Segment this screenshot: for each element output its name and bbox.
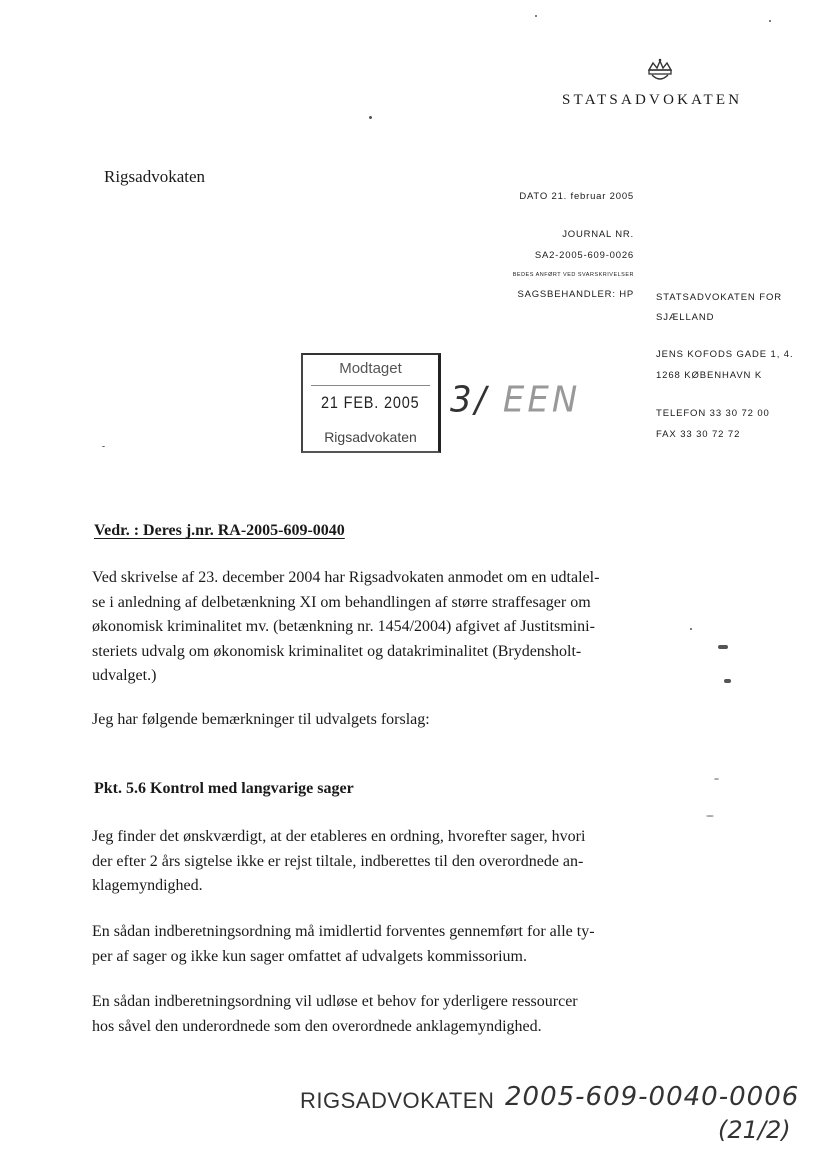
stamp-divider <box>311 385 430 386</box>
footer-office: RIGSADVOKATEN <box>300 1088 495 1113</box>
subject-line: Vedr. : Deres j.nr. RA-2005-609-0040 <box>94 522 345 539</box>
paragraph-line: der efter 2 års sigtelse ikke er rejst tiltale, indberettes til den overordnede an- <box>92 852 584 870</box>
paragraph-line: En sådan indberetningsordning må imidlertid forventes gennemført for alle ty- <box>92 923 595 940</box>
stamp-date: 21 FEB. 2005 <box>321 393 420 412</box>
footer-page-mark: (21/2) <box>718 1116 791 1144</box>
paragraph-line: økonomisk kriminalitet mv. (betænkning nr. 1454/2004) afgivet af Justitsmini- <box>92 618 595 635</box>
scan-speck <box>718 645 728 649</box>
scan-speck <box>769 20 771 22</box>
paragraph-line: klagemyndighed. <box>92 877 203 894</box>
handwritten-annotation <box>450 379 580 421</box>
reference-note: BEDES ANFØRT VED SVARSKRIVELSER <box>512 272 634 278</box>
sender-address-line: STATSADVOKATEN FOR <box>656 292 782 303</box>
handwritten-annotation-faint: EEN <box>502 379 581 421</box>
sender-address-line: SJÆLLAND <box>656 312 715 323</box>
sender-address-line: JENS KOFODS GADE 1, 4. <box>656 349 794 360</box>
letter-date: DATO 21. februar 2005 <box>519 191 634 202</box>
scan-speck <box>369 116 372 119</box>
stamp-received-label: Modtaget <box>339 360 402 377</box>
stamp-office: Rigsadvokaten <box>324 429 417 445</box>
journal-number: SA2-2005-609-0026 <box>534 250 634 261</box>
body-paragraph <box>92 708 632 733</box>
handwritten-annotation-main: 3/ <box>450 379 490 421</box>
sender-fax: FAX 33 30 72 72 <box>656 429 741 440</box>
scan-speck <box>714 778 719 780</box>
case-officer: SAGSBEHANDLER: HP <box>517 289 634 300</box>
footer-case-number: 2005-609-0040-0006 <box>505 1082 800 1112</box>
scan-speck <box>724 679 731 683</box>
sender-phone: TELEFON 33 30 72 00 <box>656 408 770 419</box>
journal-label: JOURNAL NR. <box>562 229 634 240</box>
paragraph-line: Ved skrivelse af 23. december 2004 har Rigsadvokaten anmodet om en udtalel- <box>92 569 600 586</box>
body-paragraph <box>92 566 632 689</box>
crown-crest-icon <box>645 58 675 84</box>
received-stamp <box>301 353 441 453</box>
body-paragraph <box>92 920 632 969</box>
body-paragraph <box>92 990 632 1039</box>
paragraph-line: En sådan indberetningsordning vil udløse et behov for yderligere ressourcer <box>92 993 578 1010</box>
scan-speck <box>706 815 714 817</box>
organization-name: STATSADVOKATEN <box>562 92 743 108</box>
paragraph-line: per af sager og ikke kun sager omfattet af udvalgets kommissorium. <box>92 947 527 965</box>
sender-address-line: 1268 KØBENHAVN K <box>656 370 763 381</box>
scan-speck <box>535 15 537 17</box>
scan-speck <box>690 628 692 630</box>
body-paragraph <box>92 825 632 899</box>
recipient: Rigsadvokaten <box>104 167 206 186</box>
paragraph-line: steriets udvalg om økonomisk kriminalitet og datakriminalitet (Brydensholt- <box>92 642 582 660</box>
paragraph-line: Jeg finder det ønskværdigt, at der etableres en ordning, hvorefter sager, hvori <box>92 828 586 845</box>
section-heading: Pkt. 5.6 Kontrol med langvarige sager <box>94 780 354 797</box>
paragraph-line: Jeg har følgende bemærkninger til udvalgets forslag: <box>92 711 430 728</box>
paragraph-line: se i anledning af delbetænkning XI om behandlingen af større straffesager om <box>92 593 591 611</box>
scan-speck <box>102 446 105 447</box>
paragraph-line: hos såvel den underordnede som den overordnede anklagemyndighed. <box>92 1017 542 1035</box>
paragraph-line: udvalget.) <box>92 667 157 684</box>
